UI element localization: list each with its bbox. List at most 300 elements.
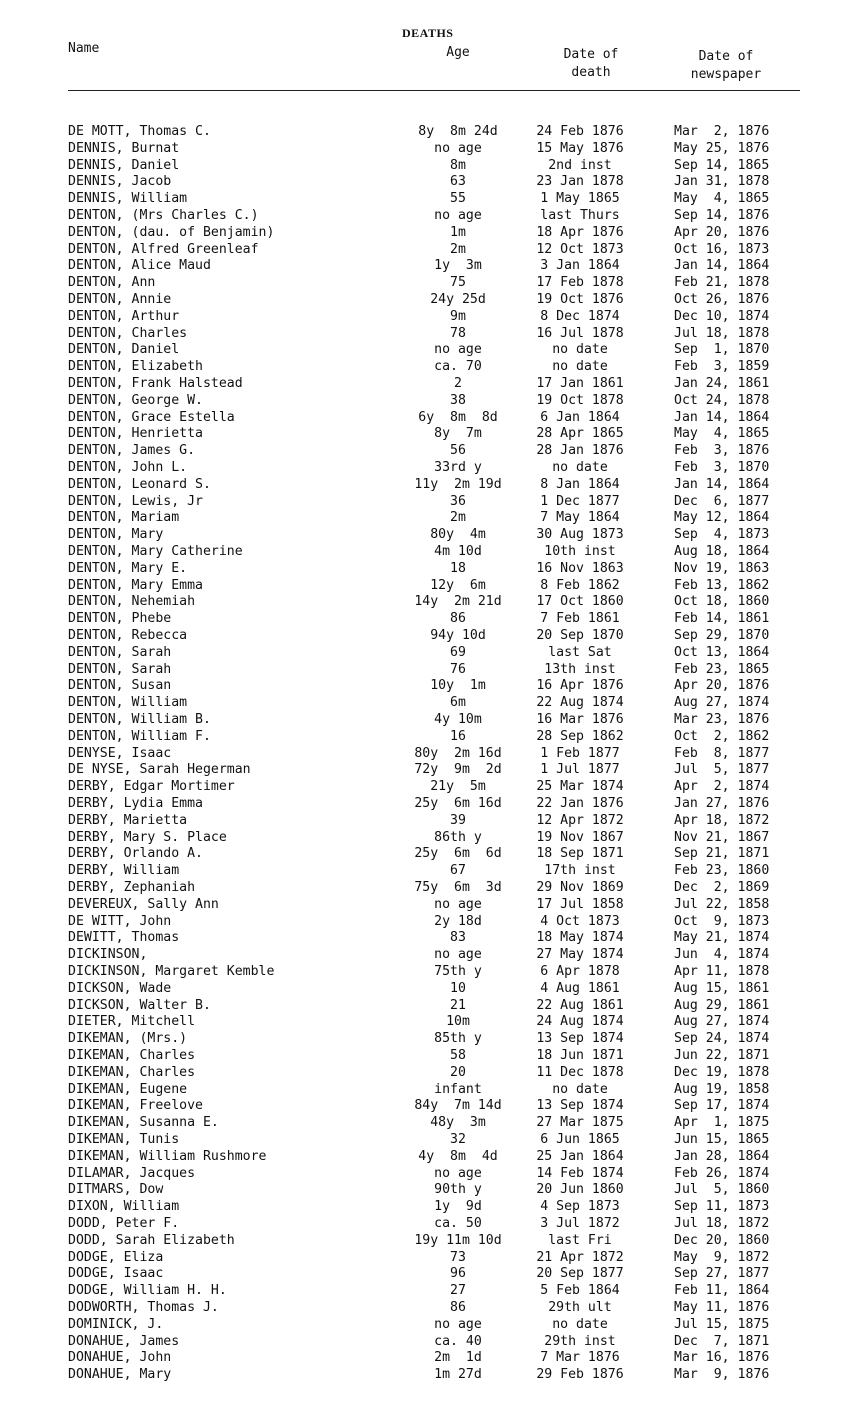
entry-name: DODD, Sarah Elizabeth [68,1232,235,1248]
date-of-death-line1: Date of [563,47,619,62]
entry-name: DENTON, Mary Catherine [68,544,243,559]
entry-date-of-death: 22 Jan 1876 [536,796,624,811]
entry-date-of-death: 6 Jan 1864 [540,409,620,425]
entry-date-of-death: 6 Apr 1878 [540,964,620,979]
entry-age: 67 [450,863,466,879]
entry-age: 58 [450,1048,466,1063]
list-item [0,1216,844,1233]
entry-date-of-newspaper: Jun 4, 1874 [674,947,770,963]
entry-date-of-newspaper: Jun 15, 1865 [674,1132,770,1147]
entry-date-of-newspaper: Jan 24, 1861 [674,376,770,391]
list-item [0,510,844,527]
entry-date-of-death: 7 Feb 1861 [540,611,620,627]
entry-date-of-newspaper: Apr 11, 1878 [674,964,770,979]
entry-date-of-death: 12 Apr 1872 [536,812,624,828]
list-item [0,1334,844,1351]
entry-date-of-death: 17 Oct 1860 [536,594,624,610]
entry-age: no age [434,947,482,963]
entry-age: 86th y [434,829,482,845]
entry-age: 8m [450,157,466,173]
entry-date-of-death: 29 Feb 1876 [536,1367,624,1383]
list-item [0,594,844,611]
entry-age: 80y 2m 16d [414,745,502,761]
entry-name: DICKSON, Walter B. [68,997,211,1013]
entry-date-of-death: last Sat [548,644,612,660]
date-of-newspaper-line1: Date of [698,49,754,64]
entry-date-of-death: no date [552,342,608,358]
list-item [0,611,844,628]
entry-name: DE NYSE, Sarah Hegerman [68,762,251,778]
list-item [0,225,844,242]
list-item [0,1266,844,1283]
entry-age: 2m [450,241,466,257]
entry-name: DODGE, Eliza [68,1249,164,1265]
entry-date-of-death: 25 Mar 1874 [536,779,624,795]
entry-date-of-newspaper: Jan 31, 1878 [674,174,770,190]
entry-date-of-death: 19 Oct 1878 [536,392,624,408]
list-item [0,662,844,679]
entry-date-of-death: 29 Nov 1869 [536,880,624,895]
entry-name: DERBY, Orlando A. [68,846,203,862]
entry-name: DIKEMAN, William Rushmore [68,1148,267,1164]
entry-date-of-newspaper: Apr 1, 1875 [674,1115,770,1131]
entry-age: no age [434,896,482,912]
list-item [0,242,844,259]
column-header-name: Name [68,41,100,56]
list-item [0,1283,844,1300]
entry-date-of-newspaper: Jan 27, 1876 [674,796,770,811]
entry-date-of-newspaper: Oct 24, 1878 [674,392,770,408]
list-item [0,342,844,359]
entry-name: DENTON, Annie [68,292,172,307]
entry-name: DENTON, Nehemiah [68,594,196,610]
entry-age: 1m 27d [434,1367,482,1383]
entry-age: 9m [450,308,466,324]
entry-age: 25y 6m 16d [414,796,502,811]
entry-age: 25y 6m 6d [414,846,502,862]
list-item [0,880,844,897]
list-item [0,746,844,763]
entry-age: 48y 3m [430,1115,486,1131]
entry-name: DENTON, William B. [68,712,211,727]
entry-date-of-newspaper: Sep 24, 1874 [674,1031,770,1047]
entry-age: 6m [450,695,466,711]
entry-name: DENTON, Mariam [68,510,180,526]
list-item [0,158,844,175]
entry-age: no age [434,140,482,156]
entry-age: 36 [450,493,466,509]
entry-date-of-death: 1 Feb 1877 [540,745,620,761]
entry-date-of-death: 17 Feb 1878 [536,275,624,291]
entry-date-of-death: 18 Sep 1871 [536,846,624,862]
entry-age: 2 [454,376,462,391]
entry-name: DIKEMAN, Charles [68,1048,196,1063]
column-header-age: Age [446,45,470,60]
list-item [0,460,844,477]
entry-date-of-death: 12 Oct 1873 [536,241,624,257]
entry-name: DENTON, George W. [68,392,203,408]
entry-name: DENTON, Arthur [68,308,180,324]
list-item [0,1115,844,1132]
column-header-date-of-newspaper [668,48,784,84]
list-item [0,930,844,947]
entry-date-of-newspaper: Feb 14, 1861 [674,611,770,627]
list-item [0,191,844,208]
entry-date-of-death: 19 Oct 1876 [536,292,624,307]
list-item [0,1065,844,1082]
entry-date-of-newspaper: May 11, 1876 [674,1300,770,1315]
date-of-newspaper-line2: newspaper [690,67,762,82]
entry-age: 33rd y [434,460,482,475]
entry-date-of-newspaper: Jul 18, 1872 [674,1216,770,1231]
entry-age: 96 [450,1266,466,1282]
entry-date-of-death: 4 Aug 1861 [540,980,620,996]
entry-age: 75y 6m 3d [414,880,502,895]
list-item [0,1166,844,1183]
entry-age: 4y 10m [434,712,482,727]
entry-date-of-newspaper: Feb 3, 1859 [674,359,770,375]
entry-date-of-newspaper: Feb 11, 1864 [674,1283,770,1299]
entry-age: no age [434,1316,482,1332]
list-item [0,1367,844,1384]
list-item [0,947,844,964]
entry-date-of-death: 11 Dec 1878 [536,1064,624,1080]
entry-date-of-death: 17 Jul 1858 [536,896,624,912]
entry-date-of-newspaper: Jul 15, 1875 [674,1316,770,1332]
entry-age: 2m 1d [434,1350,482,1366]
entry-name: DERBY, Edgar Mortimer [68,779,235,795]
list-item [0,494,844,511]
entry-name: DENNIS, Daniel [68,157,180,173]
entry-age: 14y 2m 21d [414,594,502,610]
list-item [0,1199,844,1216]
entry-age: 1y 3m [434,258,482,274]
entry-date-of-death: 5 Feb 1864 [540,1283,620,1299]
list-item [0,762,844,779]
list-item [0,410,844,427]
entry-date-of-newspaper: May 4, 1865 [674,426,770,442]
list-item [0,544,844,561]
entry-name: DIKEMAN, Tunis [68,1132,180,1147]
entry-age: 63 [450,174,466,190]
entry-name: DITMARS, Dow [68,1182,164,1198]
entry-age: 20 [450,1064,466,1080]
entry-date-of-newspaper: May 9, 1872 [674,1249,770,1265]
entry-name: DENTON, Mary E. [68,560,188,576]
entry-date-of-death: 28 Sep 1862 [536,728,624,744]
entry-age: 86 [450,611,466,627]
entry-age: 2y 18d [434,913,482,929]
entry-age: 38 [450,392,466,408]
entry-date-of-newspaper: Feb 8, 1877 [674,745,770,761]
entry-age: 72y 9m 2d [414,762,502,778]
entry-age: ca. 50 [434,1216,482,1231]
entry-date-of-newspaper: Aug 27, 1874 [674,695,770,711]
list-item [0,846,844,863]
entry-date-of-death: 22 Aug 1874 [536,695,624,711]
entry-name: DERBY, Marietta [68,812,188,828]
list-item [0,779,844,796]
entry-date-of-newspaper: May 4, 1865 [674,191,770,207]
entry-date-of-death: 14 Feb 1874 [536,1165,624,1181]
entry-date-of-newspaper: Dec 7, 1871 [674,1333,770,1349]
list-item [0,443,844,460]
entry-name: DENTON, Alice Maud [68,258,211,274]
entry-age: 85th y [434,1031,482,1047]
entry-age: 94y 10d [430,628,486,643]
entry-date-of-death: last Fri [548,1232,612,1248]
entry-date-of-newspaper: Oct 13, 1864 [674,644,770,660]
entry-date-of-newspaper: Aug 18, 1864 [674,544,770,559]
entry-age: 83 [450,930,466,946]
entry-date-of-death: 7 Mar 1876 [540,1350,620,1366]
list-item [0,729,844,746]
entry-age: 39 [450,812,466,828]
entry-age: 10y 1m [430,678,486,694]
entry-date-of-newspaper: Feb 26, 1874 [674,1165,770,1181]
entry-name: DIKEMAN, (Mrs.) [68,1031,188,1047]
list-item [0,1350,844,1367]
entry-age: 18 [450,560,466,576]
entry-age: 21 [450,997,466,1013]
entry-date-of-death: 3 Jan 1864 [540,258,620,274]
list-item [0,208,844,225]
entry-name: DENTON, Susan [68,678,172,694]
entry-date-of-death: 1 May 1865 [540,191,620,207]
entry-date-of-newspaper: May 21, 1874 [674,930,770,946]
entry-age: 24y 25d [430,292,486,307]
list-item [0,712,844,729]
entry-date-of-newspaper: Dec 20, 1860 [674,1232,770,1248]
entry-name: DENTON, Sarah [68,644,172,660]
entry-date-of-newspaper: Oct 2, 1862 [674,728,770,744]
entry-date-of-death: 13 Sep 1874 [536,1098,624,1114]
entry-age: 69 [450,644,466,660]
entry-date-of-newspaper: Nov 21, 1867 [674,829,770,845]
entry-age: 12y 6m [430,577,486,593]
list-item [0,1048,844,1065]
entry-date-of-death: 13 Sep 1874 [536,1031,624,1047]
entry-date-of-newspaper: Oct 9, 1873 [674,913,770,929]
entry-name: DENTON, Lewis, Jr [68,493,203,509]
list-item [0,292,844,309]
entry-name: DE MOTT, Thomas C. [68,124,211,139]
entry-date-of-death: 17 Jan 1861 [536,376,624,391]
entry-date-of-death: 1 Jul 1877 [540,762,620,778]
entry-name: DIETER, Mitchell [68,1014,196,1030]
entry-age: 75 [450,275,466,291]
list-item [0,998,844,1015]
entry-age: 1y 9d [434,1199,482,1215]
list-item [0,326,844,343]
entry-name: DENTON, William F. [68,728,211,744]
entry-age: 8y 8m 24d [418,124,498,139]
entry-age: no age [434,1165,482,1181]
date-of-death-line2: death [571,65,611,80]
entry-age: 4m 10d [434,544,482,559]
entry-age: 6y 8m 8d [418,409,498,425]
entry-name: DONAHUE, John [68,1350,172,1366]
entry-date-of-newspaper: Feb 3, 1870 [674,460,770,475]
entry-date-of-newspaper: Apr 2, 1874 [674,779,770,795]
list-item [0,628,844,645]
entry-date-of-death: 16 Apr 1876 [536,678,624,694]
entry-age: 78 [450,325,466,341]
entry-date-of-newspaper: Aug 15, 1861 [674,980,770,996]
list-item [0,124,844,141]
entry-date-of-death: 29th inst [544,1333,616,1349]
entry-date-of-death: no date [552,460,608,475]
entry-name: DENTON, Ann [68,275,156,291]
entry-date-of-death: no date [552,1316,608,1332]
list-item [0,393,844,410]
entry-date-of-newspaper: Mar 16, 1876 [674,1350,770,1366]
list-item [0,1317,844,1334]
entry-date-of-newspaper: Oct 16, 1873 [674,241,770,257]
list-item [0,174,844,191]
entry-name: DENTON, Grace Estella [68,409,235,425]
entry-name: DODWORTH, Thomas J. [68,1300,219,1315]
list-item [0,275,844,292]
entry-date-of-newspaper: Dec 6, 1877 [674,493,770,509]
entry-name: DENTON, Charles [68,325,188,341]
entry-date-of-death: 30 Aug 1873 [536,527,624,543]
entry-date-of-death: 3 Jul 1872 [540,1216,620,1231]
entry-name: DENTON, Elizabeth [68,359,203,375]
entry-age: 10 [450,980,466,996]
entry-date-of-newspaper: Mar 23, 1876 [674,712,770,727]
list-item [0,981,844,998]
list-item [0,830,844,847]
list-item [0,914,844,931]
entry-date-of-death: 24 Aug 1874 [536,1014,624,1030]
entry-date-of-newspaper: Apr 18, 1872 [674,812,770,828]
entry-age: 55 [450,191,466,207]
entry-name: DENTON, Sarah [68,661,172,677]
entry-date-of-death: 4 Oct 1873 [540,913,620,929]
entry-name: DENTON, John L. [68,460,188,475]
entry-name: DENNIS, Jacob [68,174,172,190]
list-item [0,1149,844,1166]
entry-name: DIKEMAN, Charles [68,1064,196,1080]
entry-name: DERBY, Lydia Emma [68,796,203,811]
entry-date-of-death: 8 Jan 1864 [540,476,620,492]
entry-date-of-newspaper: Sep 21, 1871 [674,846,770,862]
entry-date-of-death: 20 Jun 1860 [536,1182,624,1198]
entry-name: DIKEMAN, Eugene [68,1081,188,1097]
entry-date-of-newspaper: Sep 17, 1874 [674,1098,770,1114]
entry-date-of-newspaper: Aug 29, 1861 [674,997,770,1013]
entry-age: ca. 40 [434,1333,482,1349]
entry-date-of-death: 29th ult [548,1300,612,1315]
page-title: DEATHS [402,26,454,40]
entry-name: DENTON, Leonard S. [68,476,211,492]
entry-age: ca. 70 [434,359,482,375]
entry-date-of-death: 18 Apr 1876 [536,224,624,240]
entry-age: no age [434,208,482,223]
entry-date-of-newspaper: Dec 2, 1869 [674,880,770,895]
entry-date-of-death: 28 Jan 1876 [536,443,624,459]
entry-date-of-death: 20 Sep 1877 [536,1266,624,1282]
entry-date-of-death: 22 Aug 1861 [536,997,624,1013]
entry-date-of-newspaper: Jun 22, 1871 [674,1048,770,1063]
entry-name: DENYSE, Isaac [68,745,172,761]
entry-date-of-newspaper: Sep 4, 1873 [674,527,770,543]
entry-name: DEVEREUX, Sally Ann [68,896,219,912]
entry-date-of-death: 2nd inst [548,157,612,173]
entry-name: DILAMAR, Jacques [68,1165,196,1181]
list-item [0,1082,844,1099]
entry-name: DENTON, Phebe [68,611,172,627]
entry-age: 80y 4m [430,527,486,543]
entry-name: DODGE, Isaac [68,1266,164,1282]
entry-age: 27 [450,1283,466,1299]
entry-date-of-newspaper: Dec 10, 1874 [674,308,770,324]
entry-date-of-death: 17th inst [544,863,616,879]
entry-date-of-death: 8 Feb 1862 [540,577,620,593]
entry-date-of-newspaper: Aug 27, 1874 [674,1014,770,1030]
entry-name: DIKEMAN, Freelove [68,1098,203,1114]
entry-date-of-death: 10th inst [544,544,616,559]
list-item [0,527,844,544]
entry-name: DENTON, Mary [68,527,164,543]
entry-name: DONAHUE, James [68,1333,180,1349]
entry-date-of-newspaper: Jul 5, 1860 [674,1182,770,1198]
entry-age: 1m [450,224,466,240]
entry-name: DENTON, (dau. of Benjamin) [68,224,275,240]
list-item [0,1250,844,1267]
entry-name: DENTON, James G. [68,443,196,459]
entry-date-of-newspaper: Apr 20, 1876 [674,224,770,240]
entry-name: DENTON, Frank Halstead [68,376,243,391]
entry-name: DODGE, William H. H. [68,1283,227,1299]
entry-date-of-newspaper: Jan 14, 1864 [674,409,770,425]
list-item [0,141,844,158]
entry-date-of-death: 19 Nov 1867 [536,829,624,845]
entry-date-of-death: 20 Sep 1870 [536,628,624,643]
entry-name: DICKINSON, [68,947,148,963]
entry-name: DENNIS, Burnat [68,140,180,156]
list-item [0,897,844,914]
entry-date-of-death: 16 Jul 1878 [536,325,624,341]
entry-date-of-newspaper: Feb 21, 1878 [674,275,770,291]
entry-date-of-newspaper: Jul 18, 1878 [674,325,770,341]
entry-date-of-newspaper: Dec 19, 1878 [674,1064,770,1080]
list-item [0,578,844,595]
entry-date-of-death: 25 Jan 1864 [536,1148,624,1164]
list-item [0,1014,844,1031]
entry-date-of-newspaper: Jan 28, 1864 [674,1148,770,1164]
entry-date-of-newspaper: Mar 9, 1876 [674,1367,770,1383]
entry-date-of-death: 8 Dec 1874 [540,308,620,324]
entry-age: 56 [450,443,466,459]
entry-date-of-newspaper: Sep 29, 1870 [674,628,770,643]
entry-age: infant [434,1081,482,1097]
list-item [0,678,844,695]
entry-age: 76 [450,661,466,677]
entry-date-of-newspaper: Sep 27, 1877 [674,1266,770,1282]
entry-date-of-death: 23 Jan 1878 [536,174,624,190]
entry-age: 8y 7m [434,426,482,442]
entry-age: no age [434,342,482,358]
entry-date-of-newspaper: May 25, 1876 [674,140,770,156]
entry-date-of-death: 1 Dec 1877 [540,493,620,509]
entry-date-of-death: 28 Apr 1865 [536,426,624,442]
entry-name: DICKSON, Wade [68,980,172,996]
entry-age: 32 [450,1132,466,1147]
entry-name: DENTON, (Mrs Charles C.) [68,208,259,223]
entry-name: DENTON, Henrietta [68,426,203,442]
